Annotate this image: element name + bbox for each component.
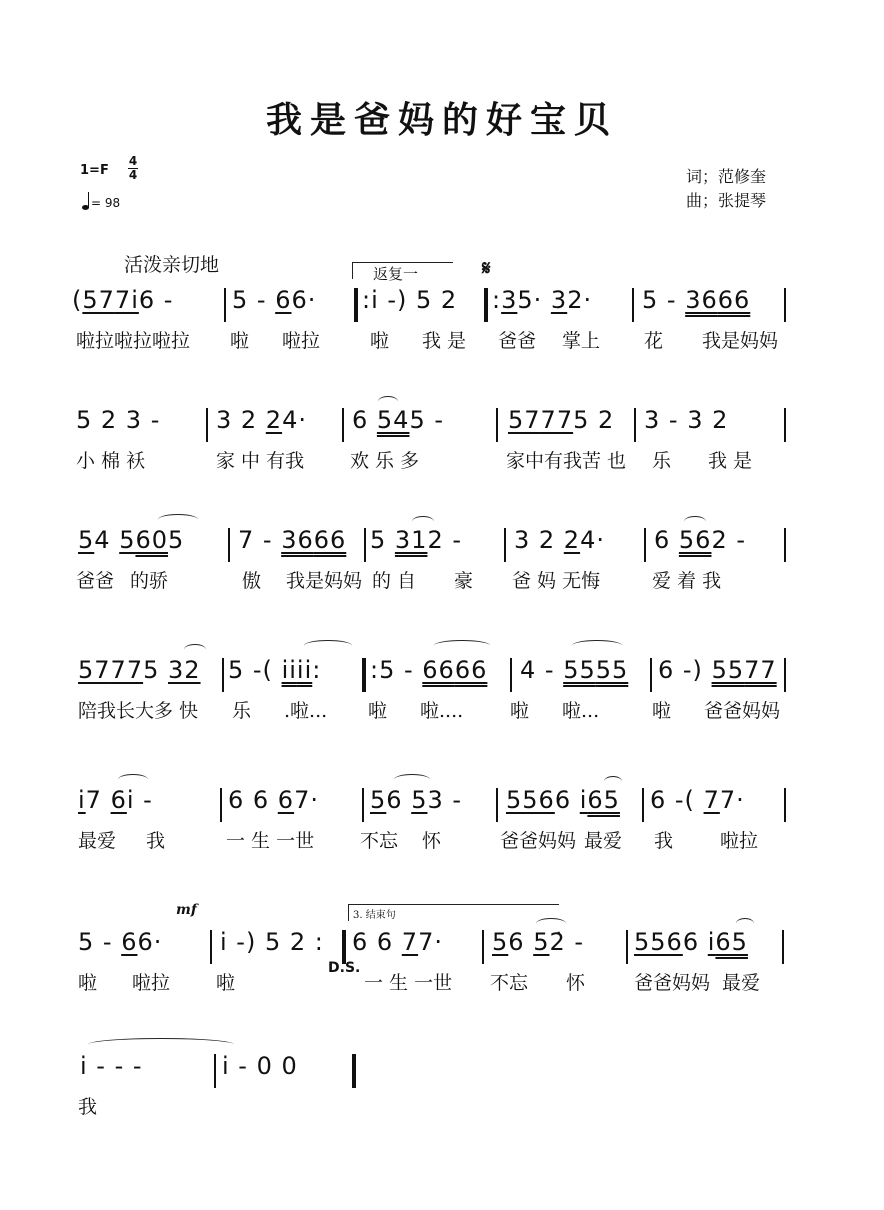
lyric: 不忘 — [360, 830, 399, 852]
repeat-barline — [484, 288, 488, 322]
lyric: 的 自 — [372, 570, 417, 592]
measure: 5 2 3 - — [76, 406, 161, 434]
lyric: 啦 — [216, 972, 236, 994]
final-barline — [352, 1054, 356, 1088]
slur — [304, 640, 352, 651]
lyric: 我是妈妈 — [702, 330, 779, 352]
lyric: 我 是 — [422, 330, 467, 352]
lyric: 我是妈妈 — [286, 570, 363, 592]
barline — [362, 788, 364, 822]
dynamic-mf: mf — [176, 902, 197, 918]
lyric: 乐 — [232, 700, 252, 722]
time-signature — [128, 155, 138, 182]
lyric: 我 — [654, 830, 674, 852]
lyric: 最爱 — [584, 830, 623, 852]
measure: 6 545 - — [352, 406, 445, 434]
barline — [206, 408, 208, 442]
song-title: 我是爸妈的好宝贝 — [265, 100, 618, 141]
barline — [496, 408, 498, 442]
lyric: .啦... — [284, 700, 328, 722]
measure: :35· 32· — [492, 286, 593, 314]
barline — [510, 658, 512, 692]
lyric: 啦 — [368, 700, 388, 722]
measure: 6 6 77· — [352, 928, 443, 956]
lyric: 家中有我苦 也 — [506, 450, 627, 472]
measure: i - 0 0 — [222, 1052, 298, 1080]
barline — [482, 930, 484, 964]
barline — [634, 408, 636, 442]
lyric: 爸爸妈妈 — [634, 972, 711, 994]
barline — [626, 930, 628, 964]
lyric: 我 — [146, 830, 166, 852]
measure: i - - - — [80, 1052, 143, 1080]
barline — [222, 658, 224, 692]
repeat-bracket-label: 返复一 — [373, 265, 419, 283]
lyric: 一 生 一世 — [226, 830, 315, 852]
segno-icon: 𝄋 — [482, 256, 491, 280]
lyric: 傲 — [242, 570, 262, 592]
tie — [88, 1038, 234, 1051]
lyricist: 词；范修奎 — [686, 167, 767, 186]
lyric: 啦拉啦拉啦拉 — [76, 330, 191, 352]
lyric: 掌上 — [562, 330, 601, 352]
measure: 5566 i65 — [634, 928, 748, 956]
barline — [650, 658, 652, 692]
lyric: 爸爸 — [498, 330, 537, 352]
quarter-note-icon — [82, 205, 89, 210]
measure: 6 6 67· — [228, 786, 319, 814]
measure: i -) 5 2 : — [220, 928, 324, 956]
lyric: 啦.... — [420, 700, 464, 722]
lyric: 的骄 — [130, 570, 169, 592]
barline — [642, 788, 644, 822]
measure: 5566 i65 — [506, 786, 620, 814]
barline — [784, 528, 786, 562]
measure: 5 - 66· — [232, 286, 317, 314]
slur — [572, 640, 622, 651]
lyric: 啦拉 — [132, 972, 171, 994]
expression-marking: 活泼亲切地 — [124, 254, 220, 276]
lyric: 怀 — [422, 830, 442, 852]
measure: 6 -( 77· — [650, 786, 745, 814]
slur — [184, 644, 206, 655]
lyric: 小 棉 袄 — [76, 450, 146, 472]
lyric: 一 生 一世 — [364, 972, 453, 994]
lyric: 啦 — [370, 330, 390, 352]
measure: 5 -( iiii: — [228, 656, 322, 684]
key-signature: 1=F — [80, 163, 109, 178]
barline — [644, 528, 646, 562]
measure: 56 52̇ - — [492, 928, 585, 956]
measure: 57775 32 — [78, 656, 201, 684]
barline — [784, 408, 786, 442]
lyric: 啦拉 — [282, 330, 321, 352]
measure: 5 312 - — [370, 526, 463, 554]
lyric: 我 — [78, 1096, 98, 1118]
barline — [224, 288, 226, 322]
time-signature-bottom: 4 — [128, 168, 138, 182]
repeat-barline — [362, 658, 366, 692]
lyric: 爸爸妈妈 — [500, 830, 577, 852]
repeat-barline — [354, 288, 358, 322]
measure: i7 6i - — [78, 786, 153, 814]
composer: 曲；张提琴 — [686, 191, 767, 210]
barline — [632, 288, 634, 322]
barline — [214, 1054, 216, 1088]
barline — [364, 528, 366, 562]
slur — [118, 774, 148, 785]
lyric: 陪我长大多 快 — [78, 700, 199, 722]
barline — [782, 930, 784, 964]
slur — [394, 774, 430, 785]
lyric: 乐 — [652, 450, 672, 472]
lyric: 我 是 — [708, 450, 753, 472]
time-signature-top: 4 — [128, 154, 138, 168]
slur — [434, 640, 490, 651]
measure: 3 2 24· — [216, 406, 307, 434]
barline — [496, 788, 498, 822]
measure: :5 - 6666 — [370, 656, 488, 684]
barline — [228, 528, 230, 562]
barline — [504, 528, 506, 562]
lyric: 花 — [644, 330, 664, 352]
lyric: 最爱 — [78, 830, 117, 852]
barline — [342, 408, 344, 442]
lyric: 最爱 — [722, 972, 761, 994]
tempo-marking — [82, 196, 120, 210]
tempo-value: = 98 — [91, 196, 121, 210]
lyric: 啦 — [78, 972, 98, 994]
credits — [686, 165, 766, 213]
lyric: 怀 — [566, 972, 586, 994]
lyric: 啦 — [230, 330, 250, 352]
repeat-bracket-1 — [352, 262, 453, 283]
measure: 5 - 3666 — [642, 286, 751, 314]
measure: 4 - 5555 — [520, 656, 629, 684]
lyric: 豪 — [454, 570, 474, 592]
measure: 6 562 - — [654, 526, 747, 554]
measure: 5 - 66· — [78, 928, 163, 956]
measure: 3 2 24· — [514, 526, 605, 554]
barline — [784, 658, 786, 692]
barline — [784, 288, 786, 322]
barline — [784, 788, 786, 822]
measure: 6 -) 5577 — [658, 656, 777, 684]
repeat-end-barline — [342, 930, 346, 964]
lyric: 不忘 — [490, 972, 529, 994]
lyric: 爸爸 — [76, 570, 115, 592]
lyric: 家 中 有我 — [216, 450, 305, 472]
ending-bracket-3 — [348, 904, 559, 921]
measure: 3 - 3 2 — [644, 406, 729, 434]
measure: 7 - 3666 — [238, 526, 347, 554]
lyric: 爸 妈 无悔 — [512, 570, 601, 592]
measure: 56 53 - — [370, 786, 463, 814]
measure: (577i6 - — [72, 286, 174, 314]
lyric: 欢 乐 多 — [350, 450, 420, 472]
lyric: 爱 着 我 — [652, 570, 722, 592]
slur — [158, 514, 198, 525]
measure: 57775 2 — [508, 406, 615, 434]
barline — [220, 788, 222, 822]
ds-marking: D.S. — [328, 960, 361, 976]
lyric: 啦 — [510, 700, 530, 722]
measure: 54 5605 — [78, 526, 185, 554]
lyric: 爸爸妈妈 — [704, 700, 781, 722]
lyric: 啦拉 — [720, 830, 759, 852]
lyric: 啦 — [652, 700, 672, 722]
ending-bracket-label: 3. 结束句 — [353, 910, 396, 921]
measure: :i -) 5 2 — [362, 286, 458, 314]
lyric: 啦... — [562, 700, 600, 722]
barline — [210, 930, 212, 964]
